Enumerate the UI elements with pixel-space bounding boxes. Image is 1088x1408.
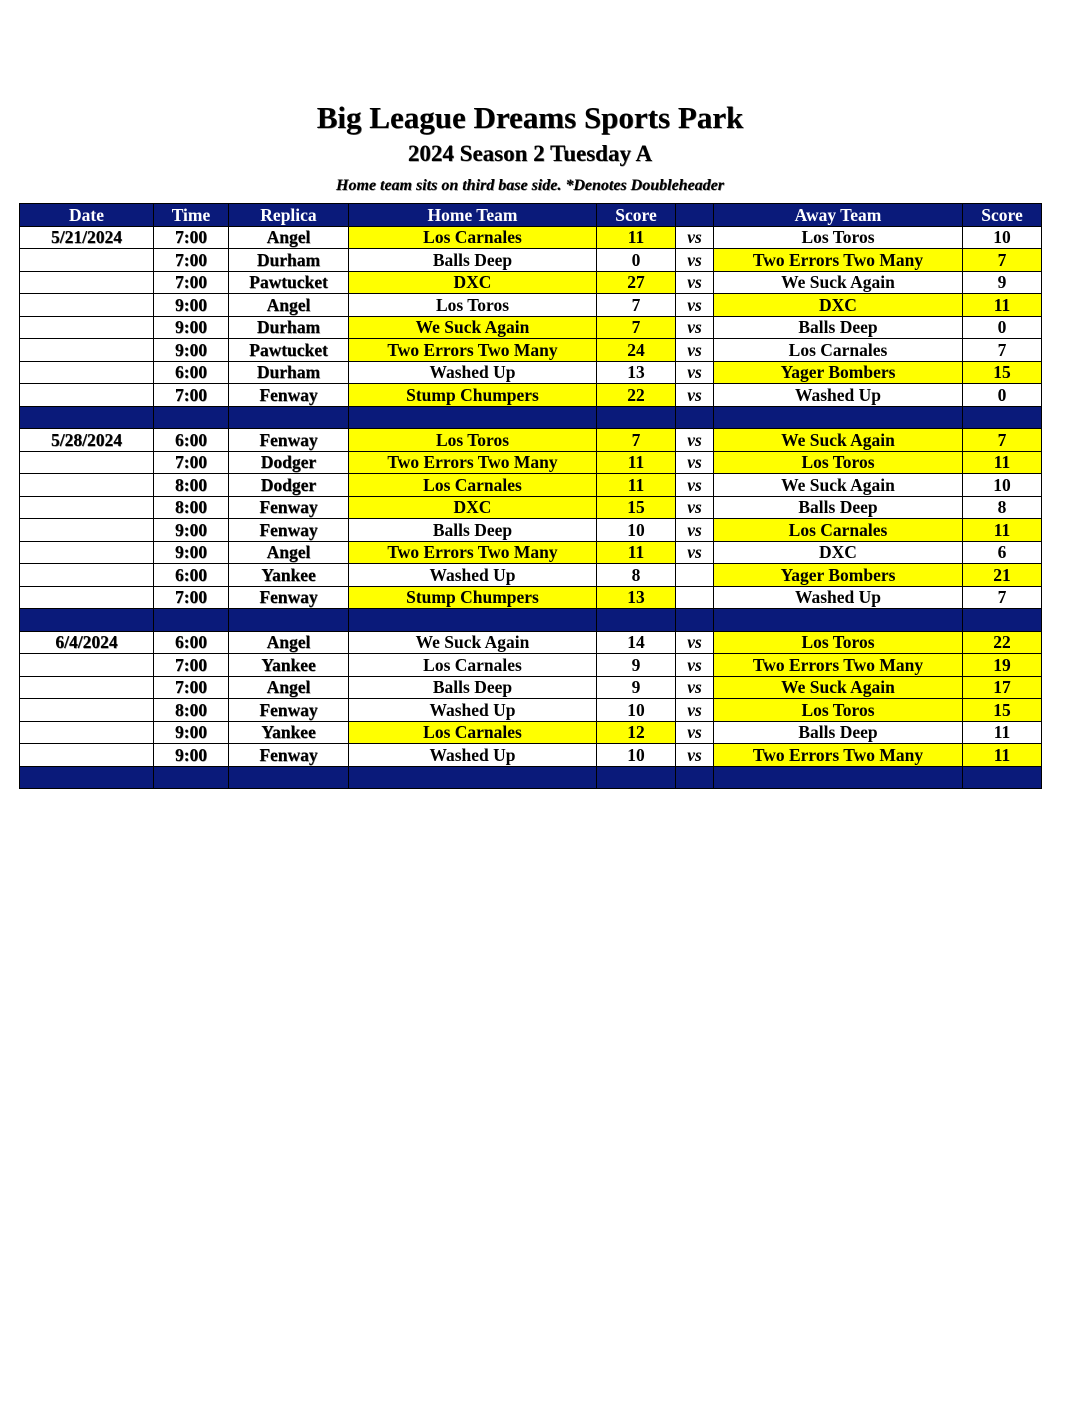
home-team-cell: We Suck Again	[349, 316, 597, 339]
date-cell	[20, 721, 154, 744]
game-row	[20, 316, 1042, 339]
date-cell	[20, 496, 154, 519]
vs-cell: vs	[676, 316, 714, 339]
away-score-cell: 11	[963, 294, 1042, 317]
away-team-cell: Balls Deep	[714, 496, 963, 519]
time-cell: 9:00	[154, 294, 229, 317]
away-team-cell: DXC	[714, 294, 963, 317]
replica-cell: Fenway	[229, 699, 349, 722]
away-score-cell: 11	[963, 519, 1042, 542]
away-score-cell: 10	[963, 226, 1042, 249]
time-cell: 7:00	[154, 586, 229, 609]
time-cell: 7:00	[154, 226, 229, 249]
replica-cell: Durham	[229, 249, 349, 272]
away-score-cell: 0	[963, 316, 1042, 339]
home-score-cell: 0	[597, 249, 676, 272]
away-team-cell: Balls Deep	[714, 721, 963, 744]
separator-cell	[20, 766, 154, 789]
away-team-cell: We Suck Again	[714, 429, 963, 452]
home-team-cell: Los Carnales	[349, 474, 597, 497]
game-row	[20, 676, 1042, 699]
date-cell	[20, 744, 154, 767]
home-score-cell: 27	[597, 271, 676, 294]
home-score-cell: 7	[597, 316, 676, 339]
time-cell: 7:00	[154, 676, 229, 699]
home-team-cell: Stump Chumpers	[349, 384, 597, 407]
away-team-cell: Los Toros	[714, 226, 963, 249]
home-team-cell: DXC	[349, 271, 597, 294]
separator-cell	[714, 609, 963, 632]
replica-cell: Fenway	[229, 384, 349, 407]
col-away-score: Score	[963, 204, 1042, 227]
home-team-cell: Los Carnales	[349, 721, 597, 744]
separator-row	[20, 609, 1042, 632]
time-cell: 6:00	[154, 564, 229, 587]
time-cell: 6:00	[154, 429, 229, 452]
home-team-cell: DXC	[349, 496, 597, 519]
vs-cell: vs	[676, 631, 714, 654]
home-score-cell: 7	[597, 429, 676, 452]
date-cell	[20, 271, 154, 294]
vs-cell: vs	[676, 451, 714, 474]
replica-cell: Pawtucket	[229, 271, 349, 294]
replica-cell: Angel	[229, 294, 349, 317]
away-score-cell: 11	[963, 721, 1042, 744]
replica-cell: Yankee	[229, 654, 349, 677]
home-team-cell: Balls Deep	[349, 676, 597, 699]
separator-cell	[154, 766, 229, 789]
separator-cell	[597, 609, 676, 632]
away-score-cell: 15	[963, 699, 1042, 722]
away-score-cell: 19	[963, 654, 1042, 677]
game-row	[20, 564, 1042, 587]
time-cell: 7:00	[154, 654, 229, 677]
game-row	[20, 541, 1042, 564]
away-score-cell: 8	[963, 496, 1042, 519]
away-team-cell: We Suck Again	[714, 676, 963, 699]
date-cell	[20, 541, 154, 564]
game-row	[20, 451, 1042, 474]
separator-cell	[963, 406, 1042, 429]
home-team-cell: Washed Up	[349, 564, 597, 587]
home-team-cell: Washed Up	[349, 361, 597, 384]
away-team-cell: Balls Deep	[714, 316, 963, 339]
date-cell	[20, 474, 154, 497]
home-score-cell: 22	[597, 384, 676, 407]
time-cell: 6:00	[154, 361, 229, 384]
date-cell	[20, 676, 154, 699]
separator-cell	[229, 609, 349, 632]
date-cell	[20, 654, 154, 677]
away-team-cell: Washed Up	[714, 586, 963, 609]
away-score-cell: 7	[963, 339, 1042, 362]
home-score-cell: 12	[597, 721, 676, 744]
replica-cell: Fenway	[229, 519, 349, 542]
date-cell	[20, 519, 154, 542]
home-score-cell: 9	[597, 676, 676, 699]
time-cell: 9:00	[154, 541, 229, 564]
away-team-cell: Washed Up	[714, 384, 963, 407]
replica-cell: Durham	[229, 316, 349, 339]
separator-cell	[20, 406, 154, 429]
away-score-cell: 10	[963, 474, 1042, 497]
home-score-cell: 8	[597, 564, 676, 587]
time-cell: 7:00	[154, 451, 229, 474]
away-score-cell: 9	[963, 271, 1042, 294]
col-replica: Replica	[229, 204, 349, 227]
time-cell: 9:00	[154, 744, 229, 767]
game-row	[20, 429, 1042, 452]
separator-cell	[229, 766, 349, 789]
home-team-cell: Los Toros	[349, 429, 597, 452]
game-row	[20, 384, 1042, 407]
vs-cell: vs	[676, 294, 714, 317]
away-score-cell: 15	[963, 361, 1042, 384]
separator-cell	[349, 406, 597, 429]
vs-cell: vs	[676, 744, 714, 767]
col-date: Date	[20, 204, 154, 227]
col-away-team: Away Team	[714, 204, 963, 227]
vs-cell	[676, 564, 714, 587]
away-score-cell: 17	[963, 676, 1042, 699]
away-team-cell: Two Errors Two Many	[714, 744, 963, 767]
date-cell	[20, 361, 154, 384]
game-row	[20, 249, 1042, 272]
replica-cell: Pawtucket	[229, 339, 349, 362]
vs-cell: vs	[676, 496, 714, 519]
separator-cell	[154, 406, 229, 429]
vs-cell: vs	[676, 271, 714, 294]
time-cell: 9:00	[154, 721, 229, 744]
separator-cell	[20, 609, 154, 632]
game-row	[20, 631, 1042, 654]
separator-cell	[676, 609, 714, 632]
away-team-cell: Two Errors Two Many	[714, 249, 963, 272]
time-cell: 7:00	[154, 384, 229, 407]
home-score-cell: 10	[597, 519, 676, 542]
date-cell	[20, 249, 154, 272]
home-team-cell: We Suck Again	[349, 631, 597, 654]
home-score-cell: 11	[597, 474, 676, 497]
home-team-cell: Washed Up	[349, 699, 597, 722]
replica-cell: Fenway	[229, 586, 349, 609]
game-row	[20, 586, 1042, 609]
home-team-cell: Los Carnales	[349, 654, 597, 677]
vs-cell: vs	[676, 339, 714, 362]
schedule-table	[19, 203, 1042, 789]
away-team-cell: Yager Bombers	[714, 564, 963, 587]
home-score-cell: 10	[597, 699, 676, 722]
game-row	[20, 721, 1042, 744]
replica-cell: Angel	[229, 631, 349, 654]
home-team-cell: Stump Chumpers	[349, 586, 597, 609]
home-score-cell: 7	[597, 294, 676, 317]
date-cell	[20, 564, 154, 587]
home-score-cell: 11	[597, 226, 676, 249]
page-subtitle: 2024 Season 2 Tuesday A	[407, 141, 653, 166]
separator-cell	[714, 766, 963, 789]
away-score-cell: 11	[963, 744, 1042, 767]
replica-cell: Fenway	[229, 429, 349, 452]
date-cell	[20, 699, 154, 722]
home-team-cell: Balls Deep	[349, 519, 597, 542]
separator-cell	[676, 766, 714, 789]
separator-cell	[349, 609, 597, 632]
home-team-cell: Two Errors Two Many	[349, 339, 597, 362]
away-team-cell: Los Toros	[714, 699, 963, 722]
vs-cell: vs	[676, 249, 714, 272]
vs-cell: vs	[676, 361, 714, 384]
game-row	[20, 744, 1042, 767]
date-cell	[20, 316, 154, 339]
time-cell: 8:00	[154, 474, 229, 497]
game-row	[20, 474, 1042, 497]
replica-cell: Angel	[229, 676, 349, 699]
away-score-cell: 11	[963, 451, 1042, 474]
time-cell: 9:00	[154, 519, 229, 542]
vs-cell: vs	[676, 699, 714, 722]
replica-cell: Fenway	[229, 496, 349, 519]
vs-cell: vs	[676, 384, 714, 407]
home-team-cell: Two Errors Two Many	[349, 451, 597, 474]
home-score-cell: 15	[597, 496, 676, 519]
date-cell: 5/21/2024	[20, 226, 154, 249]
home-team-cell: Los Carnales	[349, 226, 597, 249]
vs-cell: vs	[676, 654, 714, 677]
separator-row	[20, 406, 1042, 429]
home-score-cell: 11	[597, 451, 676, 474]
away-team-cell: DXC	[714, 541, 963, 564]
separator-cell	[597, 406, 676, 429]
game-row	[20, 361, 1042, 384]
separator-cell	[597, 766, 676, 789]
date-cell: 6/4/2024	[20, 631, 154, 654]
game-row	[20, 271, 1042, 294]
col-home-team: Home Team	[349, 204, 597, 227]
away-team-cell: Los Carnales	[714, 519, 963, 542]
home-team-cell: Balls Deep	[349, 249, 597, 272]
date-cell	[20, 384, 154, 407]
time-cell: 8:00	[154, 699, 229, 722]
replica-cell: Durham	[229, 361, 349, 384]
away-score-cell: 7	[963, 429, 1042, 452]
vs-cell	[676, 586, 714, 609]
separator-cell	[963, 609, 1042, 632]
away-team-cell: Two Errors Two Many	[714, 654, 963, 677]
game-row	[20, 654, 1042, 677]
game-row	[20, 496, 1042, 519]
col-home-score: Score	[597, 204, 676, 227]
home-team-cell: Washed Up	[349, 744, 597, 767]
separator-cell	[963, 766, 1042, 789]
vs-cell: vs	[676, 474, 714, 497]
vs-cell: vs	[676, 541, 714, 564]
col-time: Time	[154, 204, 229, 227]
replica-cell: Angel	[229, 541, 349, 564]
date-cell	[20, 339, 154, 362]
date-cell	[20, 586, 154, 609]
away-score-cell: 7	[963, 249, 1042, 272]
game-row	[20, 294, 1042, 317]
vs-cell: vs	[676, 676, 714, 699]
home-score-cell: 14	[597, 631, 676, 654]
time-cell: 7:00	[154, 249, 229, 272]
away-team-cell: Yager Bombers	[714, 361, 963, 384]
home-score-cell: 13	[597, 586, 676, 609]
replica-cell: Dodger	[229, 474, 349, 497]
away-score-cell: 22	[963, 631, 1042, 654]
home-score-cell: 10	[597, 744, 676, 767]
away-score-cell: 6	[963, 541, 1042, 564]
header-row	[20, 204, 1042, 227]
replica-cell: Dodger	[229, 451, 349, 474]
vs-cell: vs	[676, 519, 714, 542]
game-row	[20, 699, 1042, 722]
separator-cell	[349, 766, 597, 789]
game-row	[20, 519, 1042, 542]
vs-cell: vs	[676, 429, 714, 452]
date-cell: 5/28/2024	[20, 429, 154, 452]
time-cell: 6:00	[154, 631, 229, 654]
away-team-cell: We Suck Again	[714, 474, 963, 497]
page-note: Home team sits on third base side. *Denotes Doubleheader	[336, 177, 724, 194]
separator-row	[20, 766, 1042, 789]
away-team-cell: Los Carnales	[714, 339, 963, 362]
replica-cell: Fenway	[229, 744, 349, 767]
away-team-cell: Los Toros	[714, 631, 963, 654]
time-cell: 9:00	[154, 316, 229, 339]
time-cell: 7:00	[154, 271, 229, 294]
home-score-cell: 24	[597, 339, 676, 362]
away-score-cell: 7	[963, 586, 1042, 609]
vs-cell: vs	[676, 226, 714, 249]
home-team-cell: Two Errors Two Many	[349, 541, 597, 564]
home-score-cell: 11	[597, 541, 676, 564]
game-row	[20, 339, 1042, 362]
schedule-body	[20, 226, 1042, 789]
game-row	[20, 226, 1042, 249]
time-cell: 8:00	[154, 496, 229, 519]
home-score-cell: 9	[597, 654, 676, 677]
separator-cell	[714, 406, 963, 429]
page-title: Big League Dreams Sports Park	[316, 100, 744, 135]
away-score-cell: 21	[963, 564, 1042, 587]
separator-cell	[676, 406, 714, 429]
time-cell: 9:00	[154, 339, 229, 362]
date-cell	[20, 451, 154, 474]
replica-cell: Angel	[229, 226, 349, 249]
away-team-cell: Los Toros	[714, 451, 963, 474]
separator-cell	[154, 609, 229, 632]
away-score-cell: 0	[963, 384, 1042, 407]
home-team-cell: Los Toros	[349, 294, 597, 317]
home-score-cell: 13	[597, 361, 676, 384]
date-cell	[20, 294, 154, 317]
vs-cell: vs	[676, 721, 714, 744]
replica-cell: Yankee	[229, 564, 349, 587]
col-vs	[676, 204, 714, 227]
replica-cell: Yankee	[229, 721, 349, 744]
separator-cell	[229, 406, 349, 429]
away-team-cell: We Suck Again	[714, 271, 963, 294]
